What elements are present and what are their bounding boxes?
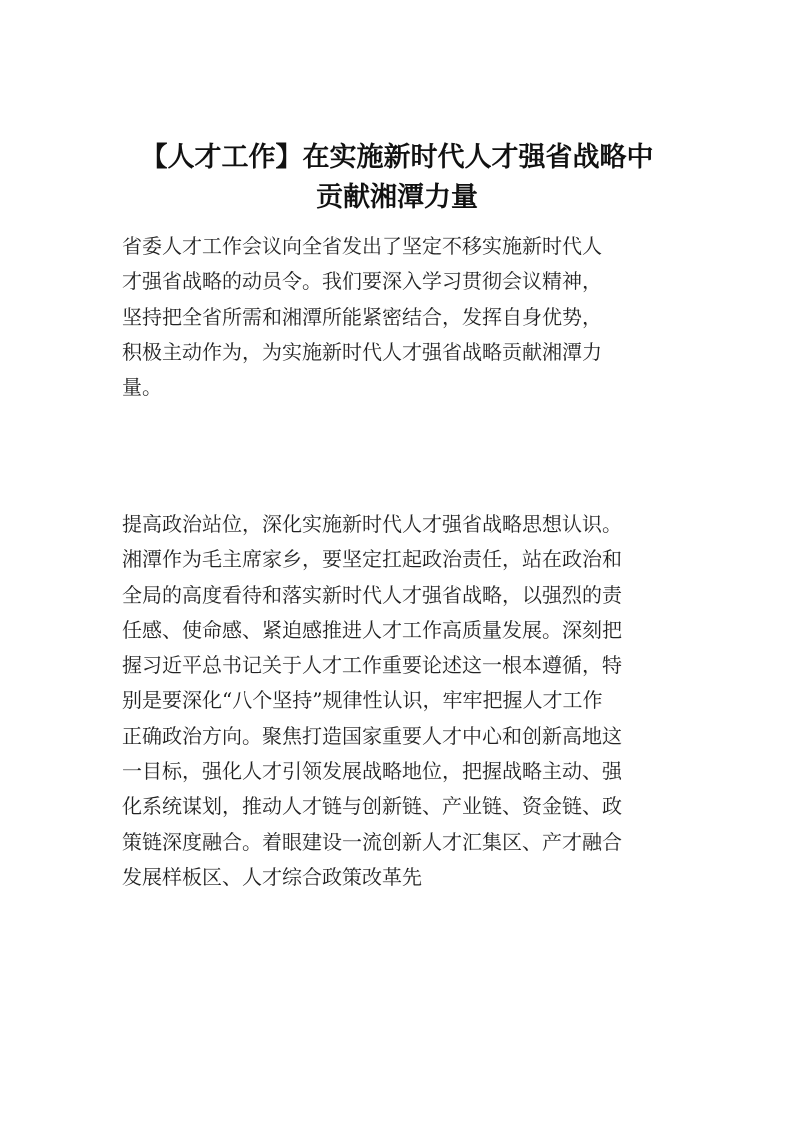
text-line: 任感、使命感、紧迫感推进人才工作高质量发展。深刻把 [122, 617, 622, 642]
document-title [110, 138, 684, 218]
text-line: 握习近平总书记关于人才工作重要论述这一根本遵循，特 [122, 653, 622, 678]
text-line: 才强省战略的动员令。我们要深入学习贯彻会议精神， [122, 269, 602, 294]
text-line: 正确政治方向。聚焦打造国家重要人才中心和创新高地这 [122, 723, 622, 748]
paragraph-intro [122, 229, 688, 405]
text-line: 量。 [122, 375, 162, 400]
text-line: 发展样板区、人才综合政策改革先 [122, 864, 422, 889]
text-line: 省委人才工作会议向全省发出了坚定不移实施新时代人 [122, 234, 602, 258]
text-line: 全局的高度看待和落实新时代人才强省战略，以强烈的责 [122, 582, 622, 607]
text-line: 策链深度融合。着眼建设一流创新人才汇集区、产才融合 [122, 829, 622, 854]
text-line: 湘潭作为毛主席家乡，要坚定扛起政治责任，站在政治和 [122, 547, 622, 572]
text-line: 提高政治站位，深化实施新时代人才强省战略思想认识。 [122, 512, 622, 536]
text-line: 化系统谋划，推动人才链与创新链、产业链、资金链、政 [122, 794, 622, 819]
text-line: 一目标，强化人才引领发展战略地位，把握战略主动、强 [122, 759, 622, 784]
title-line: 【人才工作】在实施新时代人才强省战略中 [140, 142, 654, 173]
title-line: 贡献湘潭力量 [316, 182, 478, 213]
text-line: 别是要深化“八个坚持”规律性认识，牢牢把握人才工作 [122, 688, 603, 713]
text-line: 积极主动作为，为实施新时代人才强省战略贡献湘潭力 [122, 339, 602, 364]
text-line: 坚持把全省所需和湘潭所能紧密结合，发挥自身优势， [122, 304, 602, 329]
paragraph-political-stance [122, 507, 688, 895]
